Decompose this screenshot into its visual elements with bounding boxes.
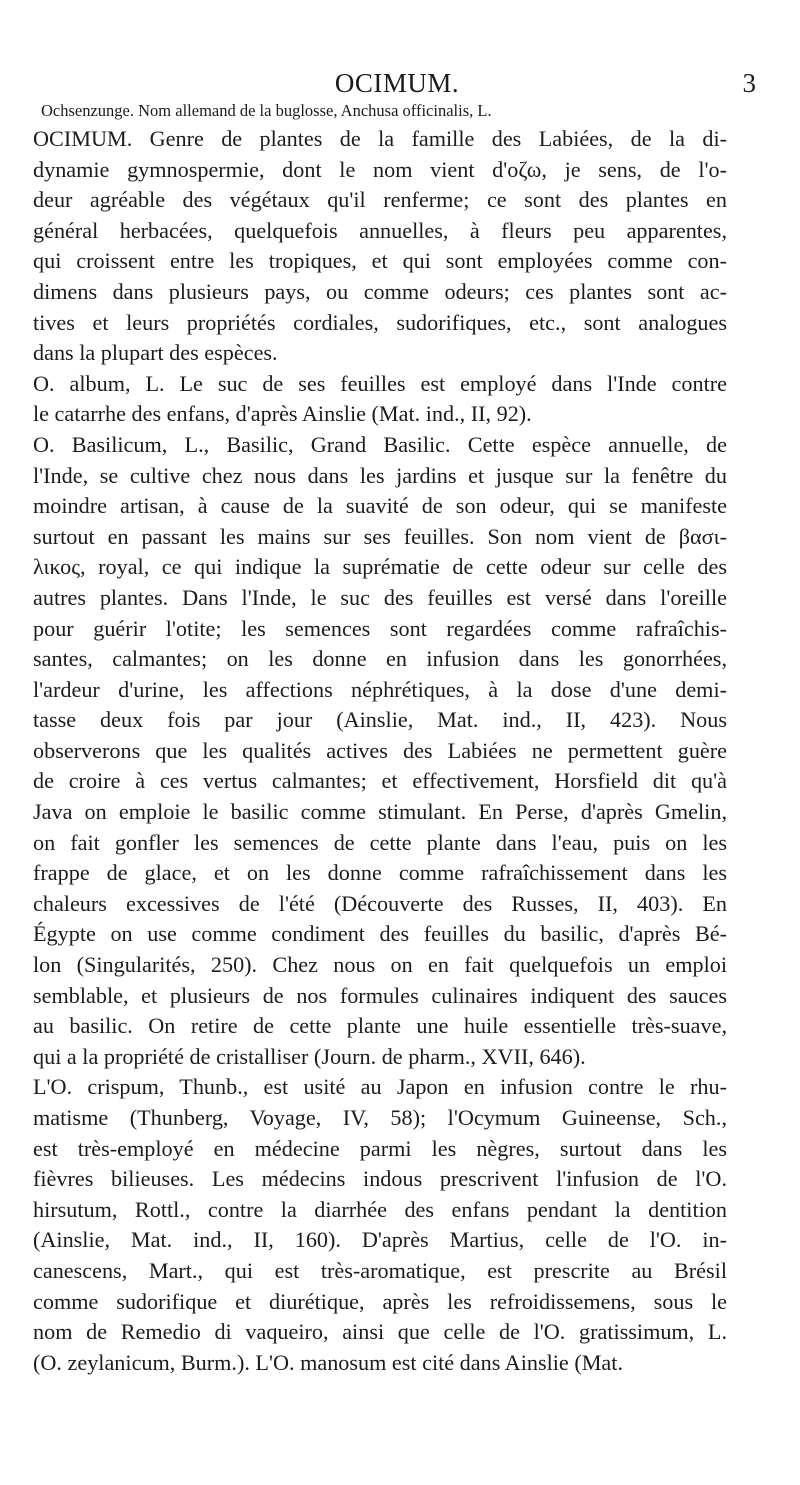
text-line: (Ainslie, Mat. ind., II, 160). D'après Martius, celle de l'O. in- bbox=[33, 1227, 727, 1253]
article-body bbox=[33, 98, 727, 1378]
text-line: surtout en passant les mains sur ses feuilles. Son nom vient de βασι- bbox=[33, 523, 727, 549]
text-line: fièvres bilieuses. Les médecins indous prescrivent l'infusion de l'O. bbox=[33, 1166, 727, 1192]
text-line: on fait gonfler les semences de cette plante dans l'eau, puis on les bbox=[33, 829, 727, 855]
text-line: pour guérir l'otite; les semences sont regardées comme rafraîchis- bbox=[33, 615, 727, 641]
text-line: dans la plupart des espèces. bbox=[33, 340, 278, 366]
text-line: l'Inde, se cultive chez nous dans les jardins et jusque sur la fenêtre du bbox=[33, 462, 727, 488]
running-head: OCIMUM. bbox=[334, 68, 460, 98]
text-line: λικος, royal, ce qui indique la suprématie de cette odeur sur celle des bbox=[33, 554, 727, 580]
text-line: L'O. crispum, Thunb., est usité au Japon en infusion contre le rhu- bbox=[33, 1074, 727, 1100]
text-line: nom de Remedio di vaqueiro, ainsi que celle de l'O. gratissimum, L. bbox=[33, 1319, 727, 1345]
text-line: canescens, Mart., qui est très-aromatique, est prescrite au Brésil bbox=[33, 1257, 727, 1283]
text-line: santes, calmantes; on les donne en infusion dans les gonorrhées, bbox=[33, 646, 727, 672]
text-line: hirsutum, Rottl., contre la diarrhée des enfans pendant la dentition bbox=[33, 1196, 727, 1222]
text-line: Ochsenzunge. Nom allemand de la buglosse, Anchusa officinalis, L. bbox=[41, 101, 492, 120]
text-line: OCIMUM. Genre de plantes de la famille des Labiées, de la di- bbox=[33, 126, 727, 151]
text-line: matisme (Thunberg, Voyage, IV, 58); l'Ocymum Guineense, Sch., bbox=[33, 1105, 727, 1130]
text-line: (O. zeylanicum, Burm.). L'O. manosum est cité dans Ainslie (Mat. bbox=[33, 1349, 623, 1375]
text-line: semblable, et plusieurs de nos formules culinaires indiquent des sauces bbox=[33, 982, 727, 1008]
text-line: général herbacées, quelquefois annuelles, à fleurs peu apparentes, bbox=[33, 217, 727, 243]
text-line: tives et leurs propriétés cordiales, sudorifiques, etc., sont analogues bbox=[33, 309, 727, 335]
text-line: moindre artisan, à cause de la suavité de son odeur, qui se manifeste bbox=[33, 493, 727, 519]
text-line: lon (Singularités, 250). Chez nous on en fait quelquefois un emploi bbox=[33, 952, 727, 978]
text-line: au basilic. On retire de cette plante une huile essentielle très-suave, bbox=[33, 1013, 727, 1039]
text-line: Égypte on use comme condiment des feuilles du basilic, d'après Bé- bbox=[33, 921, 727, 947]
text-line: qui croissent entre les tropiques, et qui sont employées comme con- bbox=[33, 248, 727, 274]
text-line: le catarrhe des enfans, d'après Ainslie (Mat. ind., II, 92). bbox=[33, 401, 532, 427]
text-line: dynamie gymnospermie, dont le nom vient d'οζω, je sens, de l'o- bbox=[33, 156, 727, 182]
text-line: dimens dans plusieurs pays, ou comme odeurs; ces plantes sont ac- bbox=[33, 278, 727, 304]
text-line: tasse deux fois par jour (Ainslie, Mat. ind., II, 423). Nous bbox=[33, 707, 727, 733]
text-line: qui a la propriété de cristalliser (Journ. de pharm., XVII, 646). bbox=[33, 1043, 586, 1069]
text-line: O. album, L. Le suc de ses feuilles est employé dans l'Inde contre bbox=[33, 370, 727, 396]
text-line: est très-employé en médecine parmi les nègres, surtout dans les bbox=[33, 1135, 727, 1161]
page-number: 3 bbox=[742, 68, 756, 98]
text-line: O. Basilicum, L., Basilic, Grand Basilic. Cette espèce annuelle, de bbox=[33, 431, 727, 457]
text-line: l'ardeur d'urine, les affections néphrétiques, à la dose d'une demi- bbox=[33, 676, 727, 702]
text-line: observerons que les qualités actives des Labiées ne permettent guère bbox=[33, 737, 727, 763]
text-line: Java on emploie le basilic comme stimulant. En Perse, d'après Gmelin, bbox=[33, 799, 727, 825]
text-line: deur agréable des végétaux qu'il renferme; ce sont des plantes en bbox=[33, 187, 727, 213]
text-line: autres plantes. Dans l'Inde, le suc des feuilles est versé dans l'oreille bbox=[33, 584, 727, 610]
text-line: comme sudorifique et diurétique, après les refroidissemens, sous le bbox=[33, 1288, 727, 1314]
text-line: frappe de glace, et on les donne comme rafraîchissement dans les bbox=[33, 860, 727, 886]
text-line: chaleurs excessives de l'été (Découverte des Russes, II, 403). En bbox=[33, 890, 727, 916]
text-line: de croire à ces vertus calmantes; et effectivement, Horsfield dit qu'à bbox=[33, 768, 727, 794]
